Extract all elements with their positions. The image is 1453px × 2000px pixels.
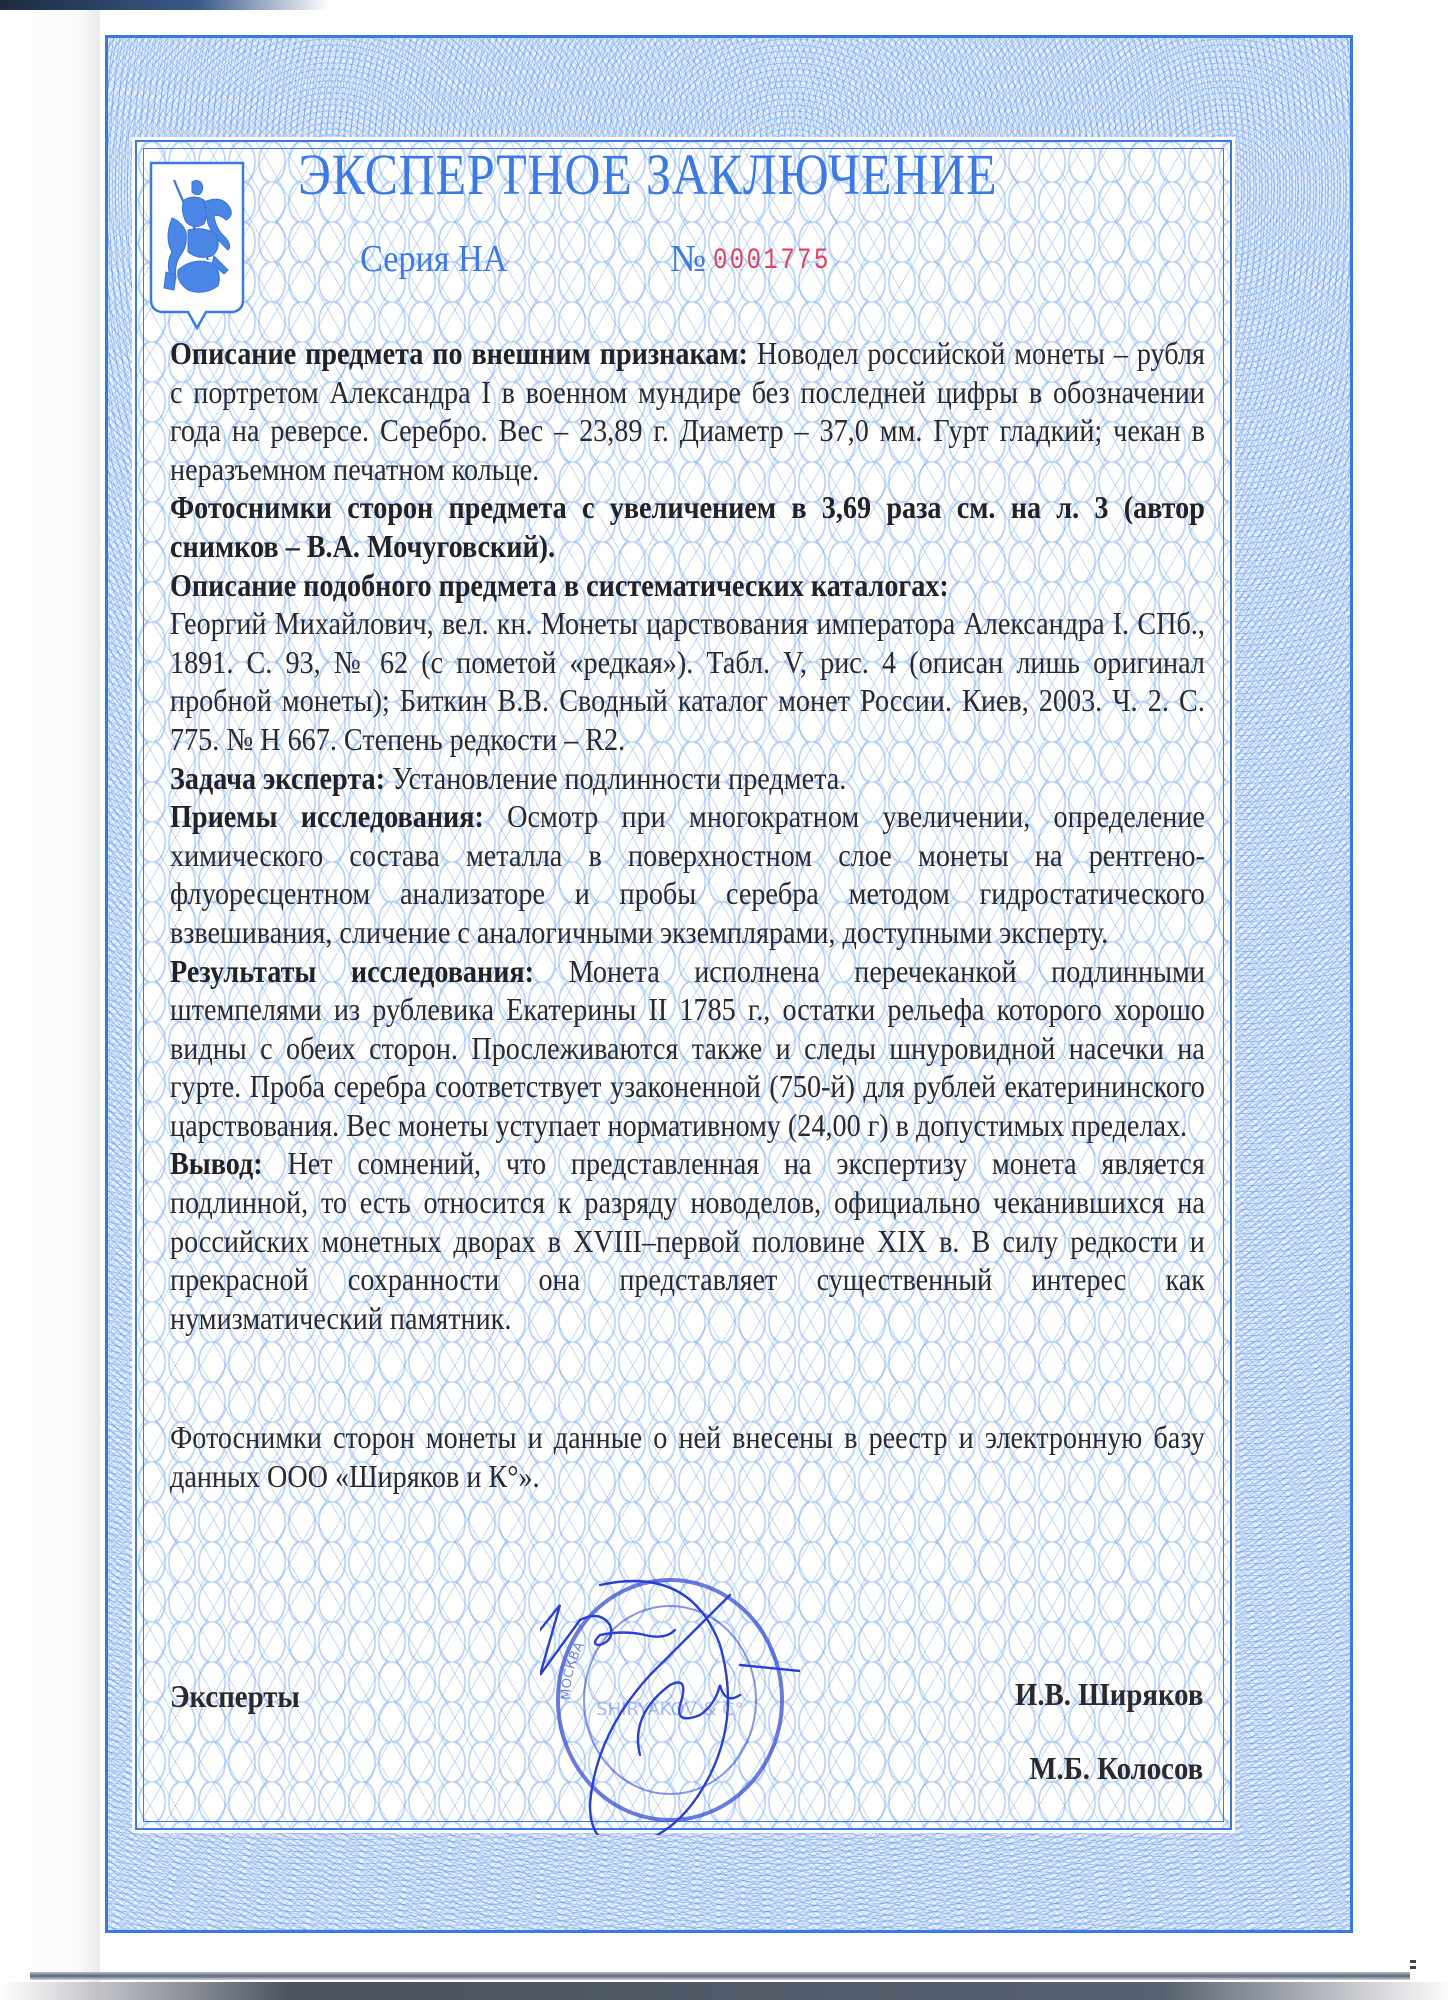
section-heading: Фотоснимки сторон предмета с увеличением в 3,69 раза см. на л. 3 (автор снимков – В.А. Мочуговский). [170, 489, 1205, 564]
section-catalog-references [170, 604, 1205, 758]
stamp-company-text: SHIRYAKOV & C° [596, 1699, 744, 1720]
scan-mark [1410, 1960, 1416, 1963]
scan-mark [1410, 1966, 1416, 1969]
section-heading: Приемы исследования: [170, 798, 484, 835]
section-text: Нет сомнений, что представленная на экспертизу монета является подлинной, то есть относится к разряду новоделов, официально чеканившихся на российских монетных дворах в XVIII–первой половине XIX в. В силу редкости и прекрасной сохранности она представляет существенный интерес как нумизматический памятник. [170, 1145, 1205, 1336]
experts-label: Эксперты [170, 1678, 300, 1714]
stamp-ring-text: МОСКВА [558, 1639, 588, 1701]
section-text: Монета исполнена перечеканкой подлинными штемпелями из рублевика Екатерины II 1785 г., остатки рельефа которого хорошо видны с обеих сторон. Прослеживаются также и следы шнуровидной насечки на гурте. Проба серебра соответствует узаконенной (750-й) для рублей екатерининского царствования. Вес монеты уступает нормативному (24,00 г) в допустимых пределах. [170, 952, 1205, 1143]
expert-name: М.Б. Колосов [1029, 1750, 1203, 1786]
series-label: Серия НА [360, 238, 508, 280]
svg-text:МОСКВА [559, 1640, 588, 1701]
registry-note: Фотоснимки сторон монеты и данные о ней внесены в реестр и электронную базу данных ООО «Ширяков и К°». [170, 1419, 1205, 1495]
section-heading: Задача эксперта: [170, 759, 385, 796]
page-edge-top [0, 0, 330, 10]
section-external-description [170, 334, 1205, 488]
section-heading: Описание подобного предмета в систематических каталогах: [170, 566, 949, 603]
section-heading: Описание предмета по внешним признакам: [170, 335, 748, 371]
number-sign: № [670, 238, 707, 280]
spacer [170, 1337, 1205, 1418]
section-text: Осмотр при многократном увеличении, определение химического состава металла в поверхностном слое монеты на рентгено-флуоресцентном анализаторе и пробы серебра методом гидростатического взвешивания, сличение с аналогичными экземплярами, доступными эксперту. [170, 798, 1205, 950]
next-page-edge [0, 1982, 1453, 2000]
section-conclusion [170, 1144, 1205, 1337]
serial-number: 0001775 [713, 244, 831, 278]
moscow-coat-of-arms-icon [148, 160, 246, 330]
section-methods [170, 797, 1205, 951]
page-edge-left [0, 10, 100, 2000]
section-text: Новодел российской монеты – рубля с портретом Александра I в военном мундире без последней цифры в обозначении года на реверсе. Серебро. Вес – 23,89 г. Диаметр – 37,0 мм. Гурт гладкий; чекан в неразъемном печатном кольце. [170, 335, 1205, 487]
certificate-text [170, 334, 1205, 1496]
section-photos [170, 488, 1205, 565]
section-text: Установление подлинности предмета. [384, 759, 847, 796]
section-expert-task [170, 759, 1205, 798]
document-title: ЭКСПЕРТНОЕ ЗАКЛЮЧЕНИЕ [298, 142, 998, 207]
page-edge-bottom [30, 1972, 1410, 1980]
section-heading: Вывод: [170, 1145, 263, 1182]
section-results [170, 952, 1205, 1145]
expert-name: И.В. Ширяков [1014, 1676, 1203, 1712]
section-heading: Результаты исследования: [170, 952, 535, 989]
section-text: Георгий Михайлович, вел. кн. Монеты царствования императора Александра I. СПб., 1891. С. 93, № 62 (с пометой «редкая»). Табл. V, рис. 4 (описан лишь оригинал пробной монеты); Биткин В.В. Сводный каталог монет России. Киев, 2003. Ч. 2. С. 775. № Н 667. Степень редкости – R2. [170, 605, 1205, 757]
section-catalog-heading [170, 566, 1205, 605]
company-stamp [540, 1565, 800, 1835]
